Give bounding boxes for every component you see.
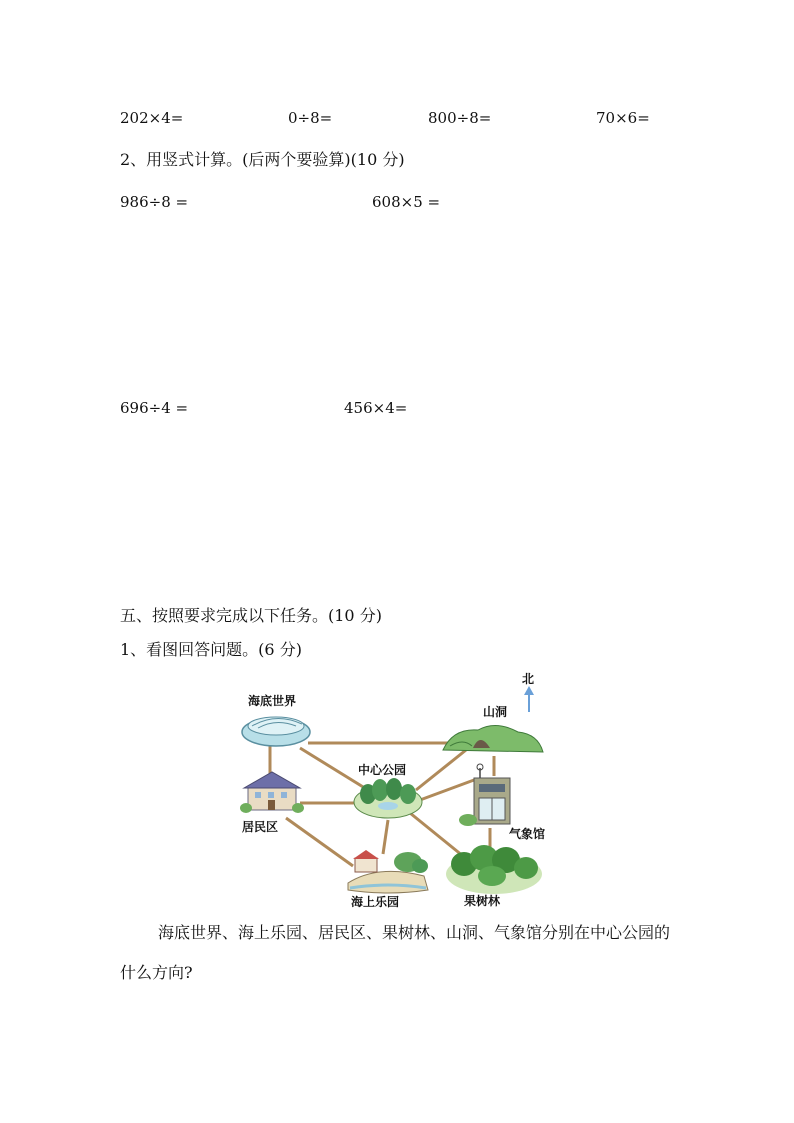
road-park-weather	[420, 780, 474, 800]
question-2-title: 2、用竖式计算。(后两个要验算)(10 分)	[120, 150, 405, 169]
weather-station-icon	[459, 764, 510, 826]
label-sea-park: 海上乐园	[351, 895, 400, 909]
road-park-orchard	[410, 813, 463, 856]
road-park-cave	[416, 750, 466, 790]
map-question: 海底世界、海上乐园、居民区、果树林、山洞、气象馆分别在中心公园的什么方向?	[120, 923, 671, 982]
expr-986div8: 986÷8 =	[120, 193, 189, 211]
cave-icon	[443, 725, 543, 752]
road-residential-seapark	[286, 818, 353, 866]
section-5-title: 五、按照要求完成以下任务。(10 分)	[120, 606, 382, 625]
expr-70x6: 70×6=	[596, 109, 650, 127]
arrow-up-icon	[524, 686, 534, 695]
expr-456x4: 456×4=	[344, 399, 408, 417]
residential-icon	[240, 772, 304, 813]
label-ocean-world: 海底世界	[248, 694, 297, 708]
sea-park-icon	[348, 850, 428, 893]
ocean-world-icon	[242, 717, 310, 746]
central-park-icon	[354, 778, 422, 818]
road-park-seapark	[383, 820, 388, 854]
expr-202x4: 202×4=	[120, 109, 184, 127]
label-central-park: 中心公园	[358, 763, 407, 777]
question-1-title: 1、看图回答问题。(6 分)	[120, 640, 302, 659]
label-weather-station: 气象馆	[509, 827, 546, 841]
expr-800div8: 800÷8=	[428, 109, 492, 127]
expr-608x5: 608×5 =	[372, 193, 441, 211]
label-cave: 山洞	[483, 705, 508, 719]
expr-696div4: 696÷4 =	[120, 399, 189, 417]
north-arrow	[522, 672, 534, 712]
label-residential: 居民区	[242, 820, 279, 834]
direction-map	[228, 668, 558, 913]
expr-0div8: 0÷8=	[288, 109, 333, 127]
label-orchard: 果树林	[464, 894, 501, 908]
north-label: 北	[522, 672, 535, 686]
